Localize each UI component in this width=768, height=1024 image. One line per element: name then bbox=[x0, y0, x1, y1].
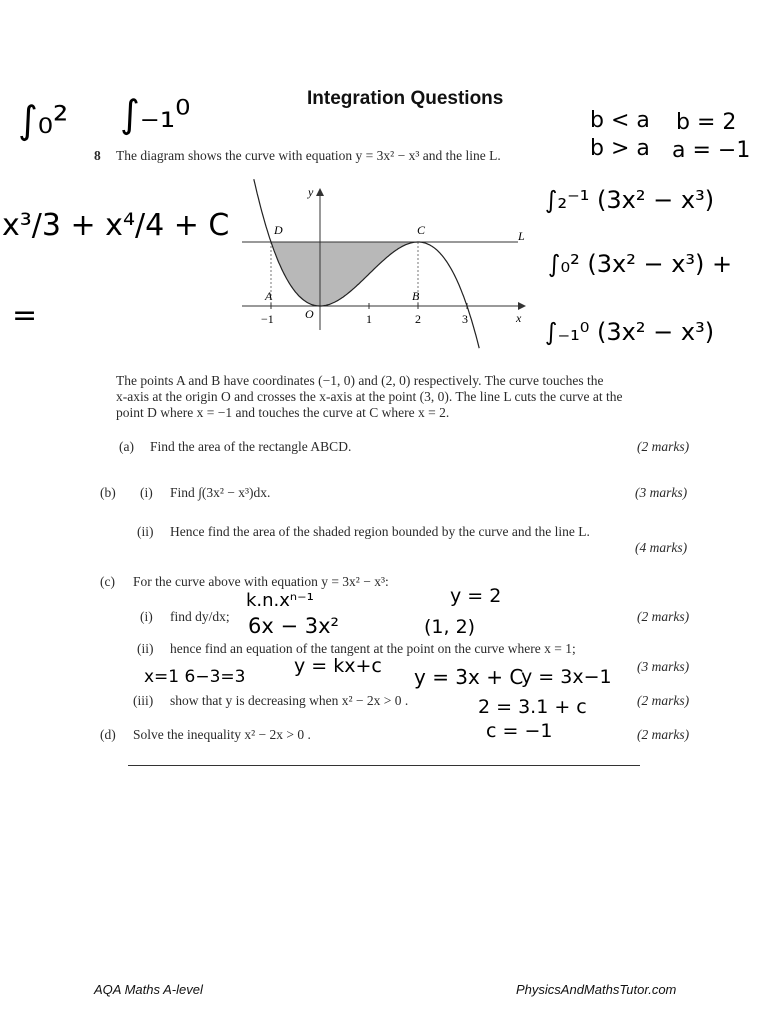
part-c-iii-text: show that y is decreasing when x² − 2x > 0 . bbox=[170, 693, 409, 708]
part-c-i-label: (i) bbox=[140, 609, 153, 624]
part-b-ii-label: (ii) bbox=[137, 524, 154, 539]
footer-right: PhysicsAndMathsTutor.com bbox=[516, 982, 677, 997]
part-d-label: (d) bbox=[100, 727, 116, 742]
part-d-marks: (2 marks) bbox=[637, 727, 690, 742]
part-b-ii-marks: (4 marks) bbox=[635, 540, 688, 555]
part-c-text: For the curve above with equation y = 3x² − x³: bbox=[133, 574, 389, 589]
hand-b-gt-a: b > a bbox=[590, 136, 650, 161]
hand-derivative: 6x − 3x² bbox=[248, 614, 339, 638]
hand-integral-0-2: ∫₀² bbox=[18, 98, 69, 142]
part-d-text: Solve the inequality x² − 2x > 0 . bbox=[133, 727, 311, 742]
axis-label-y: y bbox=[308, 185, 314, 199]
page-title: Integration Questions bbox=[307, 88, 504, 109]
axis-label-x: x bbox=[516, 311, 522, 325]
hand-b-lt-a: b < a bbox=[590, 108, 650, 133]
x-axis-arrow bbox=[518, 302, 526, 310]
hand-substitution: 2 = 3.1 + c bbox=[478, 696, 587, 718]
hand-b-eq-2: b = 2 bbox=[676, 110, 737, 135]
hand-y-eq-2: y = 2 bbox=[450, 585, 502, 607]
hand-c-eq: c = −1 bbox=[486, 720, 553, 742]
part-c-label: (c) bbox=[100, 574, 115, 589]
hand-integral-m1-0: ∫₋₁⁰ bbox=[120, 92, 191, 136]
part-c-iii-marks: (2 marks) bbox=[637, 693, 690, 708]
part-a-marks: (2 marks) bbox=[637, 439, 690, 454]
part-c-iii-label: (iii) bbox=[133, 693, 154, 708]
part-c-ii-text: hence find an equation of the tangent at the point on the curve where x = 1; bbox=[170, 641, 576, 656]
hand-point: (1, 2) bbox=[424, 616, 476, 638]
footer-left: AQA Maths A-level bbox=[94, 982, 203, 997]
hand-equals: = bbox=[12, 298, 38, 333]
part-b-i-text: Find ∫(3x² − x³)dx. bbox=[170, 485, 271, 500]
part-c-i-text: find dy/dx; bbox=[170, 609, 230, 624]
part-a-text: Find the area of the rectangle ABCD. bbox=[150, 439, 352, 454]
y-axis-arrow bbox=[316, 188, 324, 196]
label-b: B bbox=[412, 289, 420, 303]
hand-int-m1-0: ∫₋₁⁰ (3x² − x³) bbox=[545, 318, 715, 346]
hand-power-rule: k.n.xⁿ⁻¹ bbox=[246, 590, 314, 611]
body-line-1: The points A and B have coordinates (−1, 0) and (2, 0) respectively. The curve touches the bbox=[116, 373, 604, 388]
hand-left-expression: x³/3 + x⁴/4 + C bbox=[2, 208, 230, 243]
body-line-3: point D where x = −1 and touches the curve at C where x = 2. bbox=[116, 405, 450, 420]
part-b-label: (b) bbox=[100, 485, 116, 500]
label-a: A bbox=[265, 289, 273, 303]
hand-a-eq-m1: a = −1 bbox=[672, 138, 751, 163]
question-intro: The diagram shows the curve with equation y = 3x² − x³ and the line L. bbox=[116, 148, 501, 163]
hand-y-kx-c: y = kx+c bbox=[294, 655, 382, 677]
part-a-label: (a) bbox=[119, 439, 134, 454]
part-b-i-label: (i) bbox=[140, 485, 153, 500]
hand-y-3x-c: y = 3x + C bbox=[414, 665, 524, 689]
part-b-ii-text: Hence find the area of the shaded region bounded by the curve and the line L. bbox=[170, 524, 590, 539]
part-c-i-marks: (2 marks) bbox=[637, 609, 690, 624]
tick-label-m1: −1 bbox=[261, 312, 274, 326]
tick-label-3: 3 bbox=[462, 312, 468, 326]
label-c: C bbox=[417, 223, 426, 237]
body-line-2: x-axis at the origin O and crosses the x-axis at the point (3, 0). The line L cuts the curve at the bbox=[116, 389, 623, 404]
end-rule bbox=[128, 765, 640, 766]
label-d: D bbox=[274, 223, 283, 237]
hand-x1-work: x=1 6−3=3 bbox=[144, 667, 246, 687]
hand-int-2-m1: ∫₂⁻¹ (3x² − x³) bbox=[545, 186, 715, 214]
part-b-i-marks: (3 marks) bbox=[635, 485, 688, 500]
tick-label-2: 2 bbox=[415, 312, 421, 326]
label-o: O bbox=[305, 307, 314, 321]
curve-diagram bbox=[236, 180, 536, 340]
hand-y-3x-m1: y = 3x−1 bbox=[521, 666, 612, 688]
part-c-ii-label: (ii) bbox=[137, 641, 154, 656]
part-c-ii-marks: (3 marks) bbox=[637, 659, 690, 674]
question-number: 8 bbox=[94, 148, 101, 163]
label-l: L bbox=[518, 229, 525, 243]
tick-label-1: 1 bbox=[366, 312, 372, 326]
hand-int-0-2: ∫₀² (3x² − x³) + bbox=[548, 250, 733, 278]
